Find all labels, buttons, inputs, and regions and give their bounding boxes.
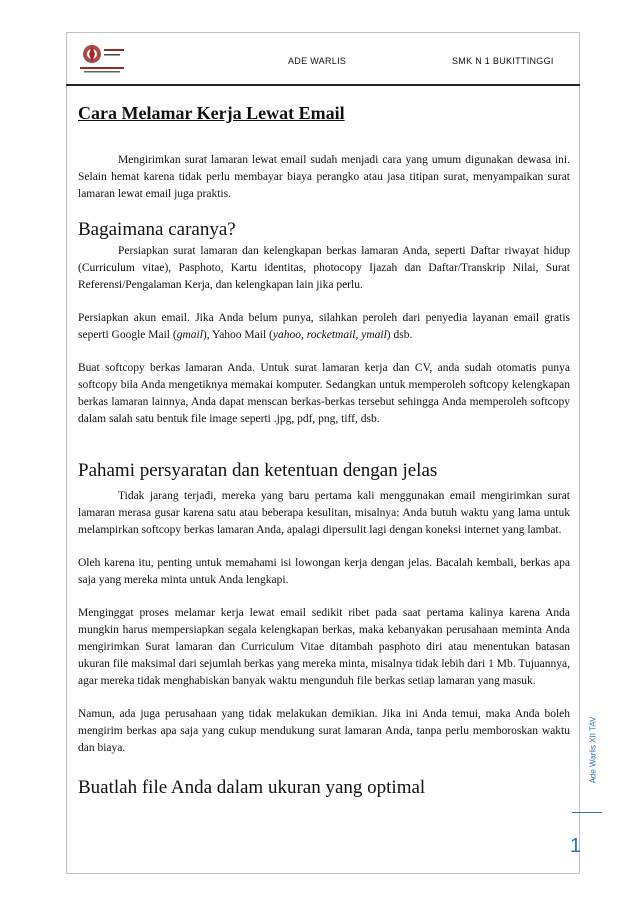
paragraph-persiapkan-berkas: Persiapkan surat lamaran dan kelengkapan berkas lamaran Anda, seperti Daftar riwayat hidup (Curriculum vitae), Pasphoto, Kartu identitas, photocopy Ijazah dan Daftar/Transkrip Nilai, Surat Referensi/Pengalaman Kerja, dan kelengkapan lain jika perlu. — [78, 245, 570, 291]
header-author: ADE WARLIS — [288, 56, 347, 66]
paragraph-softcopy: Buat softcopy berkas lamaran Anda. Untuk surat lamaran kerja dan CV, anda sudah otomatis punya softcopy bila Anda mengetiknya memakai komputer. Sedangkan untuk memperoleh softcopy kelengkapan berkas lamaran lainnya, Anda dapat menscan berkas-berkas tersebut sehingga Anda memperoleh softcopy dalam salah satu bentuk file image seperti .jpg, pdf, png, tiff, dsb. — [78, 362, 570, 425]
text-segment: Persiapkan akun email. Jika Anda belum punya, silahkan peroleh dari penyedia layanan email gratis seperti Google Mail ( — [78, 312, 570, 341]
header-school: SMK N 1 BUKITTINGGI — [452, 56, 554, 66]
paragraph-akun-email — [78, 310, 570, 344]
section-heading-persyaratan: Pahami persyaratan dan ketentuan dengan jelas — [78, 460, 438, 481]
school-logo-icon — [76, 40, 128, 76]
document-title: Cara Melamar Kerja Lewat Email — [78, 103, 345, 123]
header-divider — [66, 84, 580, 86]
side-divider — [572, 812, 602, 813]
text-segment: ), Yahoo Mail ( — [202, 329, 273, 341]
section-heading-caranya: Bagaimana caranya? — [78, 219, 236, 240]
page-header — [66, 36, 578, 82]
paragraph-namun: Namun, ada juga perusahaan yang tidak melakukan demikian. Jika ini Anda temui, maka Anda boleh mengirim berkas apa saja yang cukup mendukung surat lamaran Anda, tanpa perlu memboroskan waktu dan biaya. — [78, 708, 570, 754]
paragraph-tidak-jarang: Tidak jarang terjadi, mereka yang baru pertama kali menggunakan email mengirimkan surat lamaran merasa gusar karena satu atau beberapa kesulitan, misalnya: Anda butuh waktu yang lama untuk melampirkan softcopy berkas lamaran Anda, apalagi dipersulit lagi dengan koneksi internet yang lambat. — [78, 490, 570, 536]
section-heading-ukuran-optimal: Buatlah file Anda dalam ukuran yang optimal — [78, 777, 426, 798]
text-segment: ) dsb. — [386, 329, 413, 341]
page-number: 1 — [570, 835, 582, 857]
text-gmail: gmail — [176, 329, 203, 341]
side-author-text: Ade Warlis XII TAV — [588, 716, 598, 784]
document-body — [78, 100, 570, 801]
text-yahoo: yahoo, rocketmail, ymail — [272, 329, 387, 341]
paragraph-menginggat: Menginggat proses melamar kerja lewat email sedikit ribet pada saat pertama kalinya karena Anda mungkin harus mempersiapkan segala kelengkapan berkas, maka kebanyakan perusahaan meminta Anda mengirimkan Surat lamaran dan Curriculum Vitae ditambah pasphoto diri atau menentukan batasan ukuran file maksimal dari sejumlah berkas yang mereka minta, misalnya tidak lebih dari 1 Mb. Tujuannya, agar mereka tidak menghabiskan banyak waktu mengunduh file berkas setiap lamaran yang masuk. — [78, 607, 570, 687]
paragraph-oleh-karena-itu: Oleh karena itu, penting untuk memahami isi lowongan kerja dengan jelas. Bacalah kembali, berkas apa saja yang mereka minta untuk Anda lengkapi. — [78, 557, 570, 586]
intro-paragraph: Mengirimkan surat lamaran lewat email sudah menjadi cara yang umum digunakan dewasa ini. Selain hemat karena tidak perlu membayar biaya perangko atau jasa titipan surat, menyampaikan surat lamaran lewat email juga praktis. — [78, 154, 570, 200]
side-label — [586, 700, 600, 800]
